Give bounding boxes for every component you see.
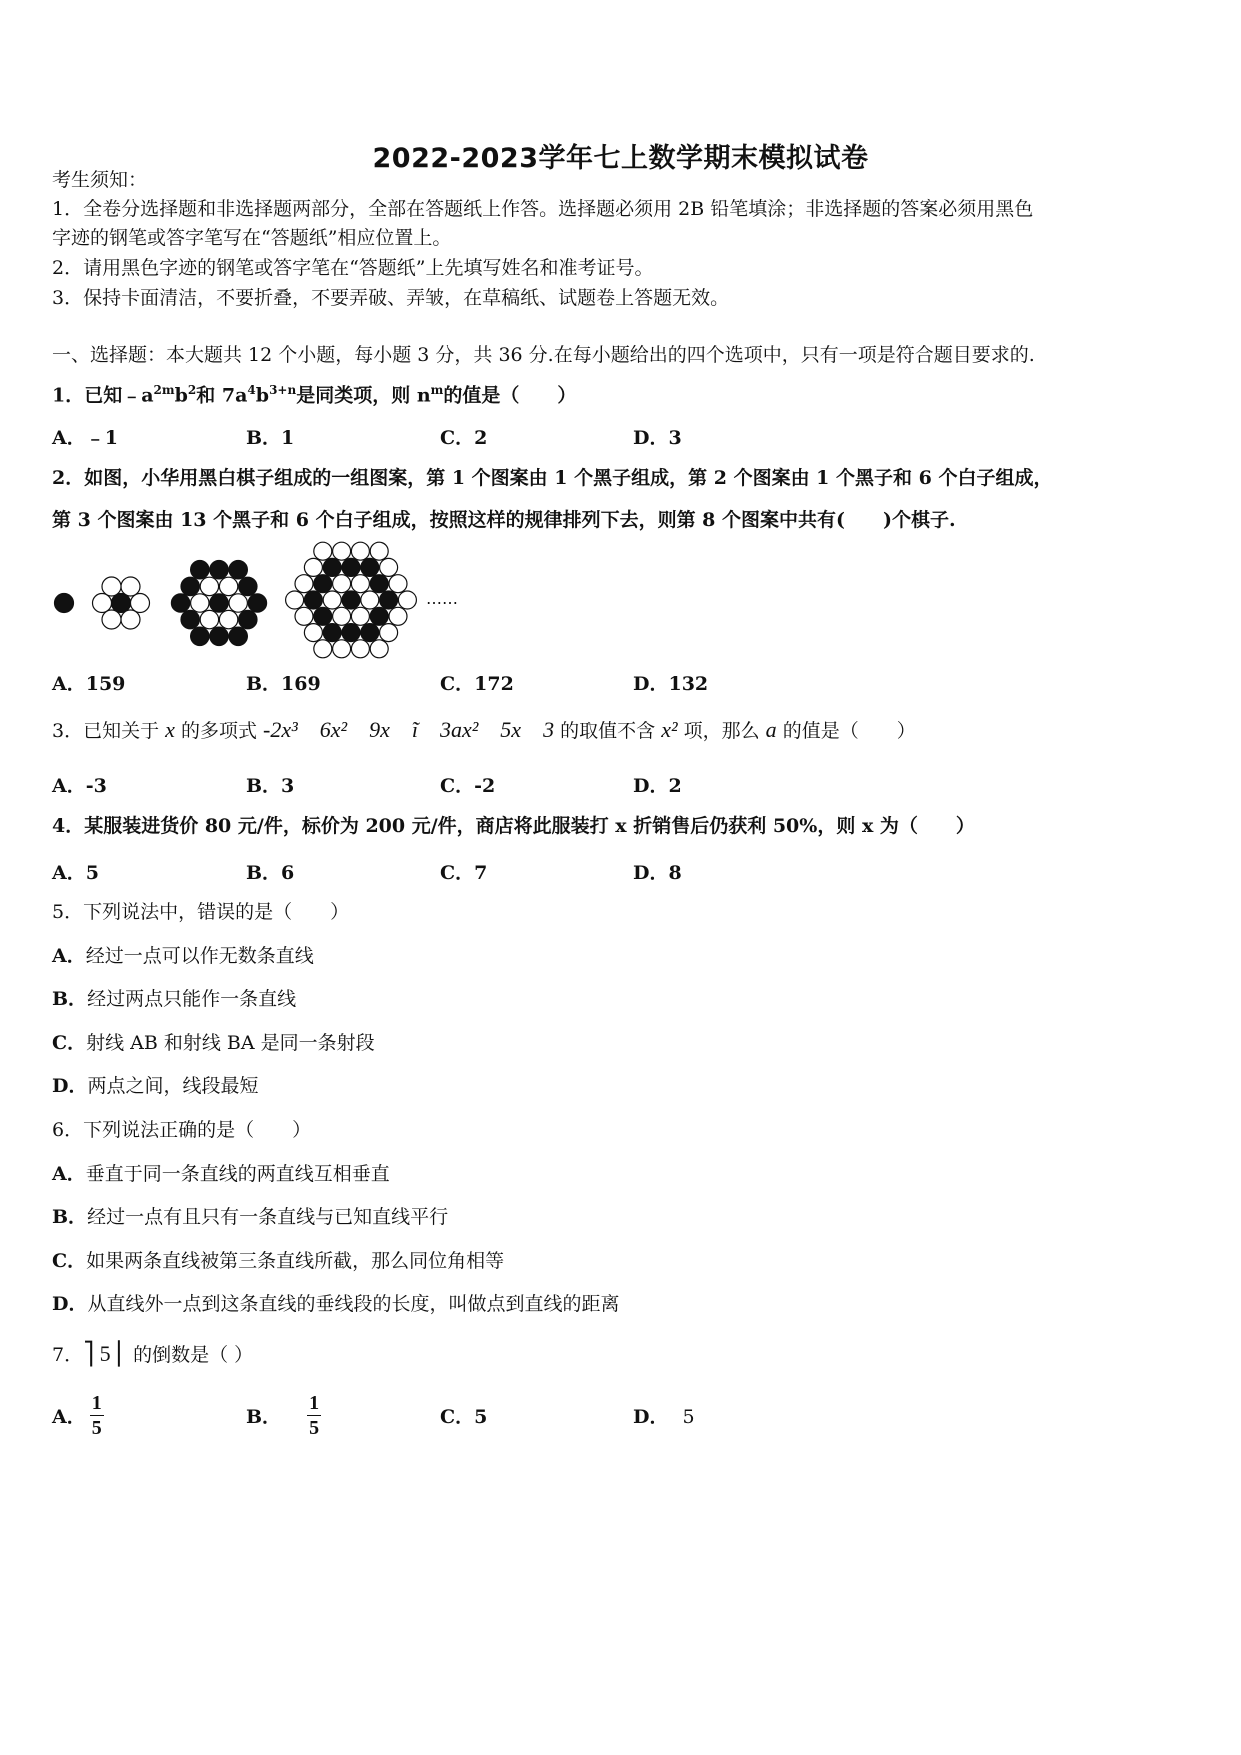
go-stone — [333, 575, 351, 593]
go-stone — [380, 558, 398, 576]
go-stone — [200, 610, 218, 628]
go-stone — [351, 640, 369, 658]
q2-option-a: A．159 — [52, 673, 126, 695]
pattern-3 — [171, 561, 266, 646]
q5-option-d: D．两点之间，线段最短 — [52, 1075, 259, 1097]
go-stone — [370, 575, 388, 593]
go-stone — [210, 594, 228, 612]
q4-option-b: B．6 — [246, 862, 295, 884]
q7-option-a: A． $\frac{1}{5}$ — [52, 1391, 102, 1439]
go-stone — [361, 558, 379, 576]
notice-line-4: 3．保持卡面清洁，不要折叠，不要弄破、弄皱，在草稿纸、试题卷上答题无效。 — [52, 287, 730, 309]
go-stone — [286, 591, 304, 609]
go-stone — [370, 640, 388, 658]
q1-option-d: D．3 — [633, 427, 682, 449]
go-stone — [361, 591, 379, 609]
notice-line-1: 1．全卷分选择题和非选择题两部分，全部在答题纸上作答。选择题必须用 2B 铅笔填涂；非选择题的答案必须用黑色 — [52, 198, 1034, 220]
pattern-1-black-stone — [55, 594, 74, 613]
q2-option-c: C．172 — [440, 673, 514, 695]
go-stone — [219, 577, 237, 595]
go-stone — [239, 610, 257, 628]
question-4: 4．某服装进货价 80 元/件，标价为 200 元/件，商店将此服装打 x 折销售后仍获利 50%，则 x 为（ ） — [52, 815, 975, 837]
question-6: 6．下列说法正确的是（ ） — [52, 1119, 312, 1141]
question-2-line-1: 2．如图，小华用黑白棋子组成的一组图案，第 1 个图案由 1 个黑子组成，第 2 个图案由 1 个黑子和 6 个白子组成， — [52, 467, 1053, 489]
go-stone — [191, 627, 209, 645]
q6-option-c: C．如果两条直线被第三条直线所截，那么同位角相等 — [52, 1250, 505, 1272]
q6-option-a: A．垂直于同一条直线的两直线互相垂直 — [52, 1163, 390, 1185]
q3-option-b: B．3 — [246, 775, 295, 797]
go-stone — [314, 542, 332, 560]
go-stone — [248, 594, 266, 612]
go-stone — [314, 607, 332, 625]
go-stone — [370, 607, 388, 625]
go-stone — [295, 607, 313, 625]
go-stone — [314, 640, 332, 658]
go-stone — [398, 591, 416, 609]
q3-option-a: A．-3 — [52, 775, 107, 797]
go-stone — [314, 575, 332, 593]
question-2-line-2: 第 3 个图案由 13 个黑子和 6 个白子组成，按照这样的规律排列下去，则第 8 个图案中共有( )个棋子. — [52, 509, 956, 531]
go-stone — [380, 624, 398, 642]
go-stone — [370, 542, 388, 560]
question-3: 3．已知关于 x 的多项式 -2x³ 6x² 9x ĩ 3ax² 5x 3 的取值不含 x² 项，那么 a 的值是（ ） — [52, 717, 916, 742]
go-stone — [181, 610, 199, 628]
go-stone — [380, 591, 398, 609]
q6-option-d: D．从直线外一点到这条直线的垂线段的长度，叫做点到直线的距离 — [52, 1293, 620, 1315]
go-stone — [304, 624, 322, 642]
q4-option-d: D．8 — [633, 862, 682, 884]
go-stone — [181, 577, 199, 595]
go-stone — [191, 561, 209, 579]
q3-option-d: D．2 — [633, 775, 682, 797]
q5-option-b: B．经过两点只能作一条直线 — [52, 988, 297, 1010]
q4-option-c: C．7 — [440, 862, 488, 884]
notice-heading: 考生须知： — [52, 169, 148, 191]
q7-option-c: C．5 — [440, 1406, 488, 1428]
go-stone — [333, 640, 351, 658]
go-stone — [239, 577, 257, 595]
q3-option-c: C．-2 — [440, 775, 496, 797]
go-stone — [351, 575, 369, 593]
go-stone — [323, 624, 341, 642]
go-stone — [323, 591, 341, 609]
go-stone — [342, 558, 360, 576]
q5-option-c: C．射线 AB 和射线 BA 是同一条射段 — [52, 1032, 375, 1054]
q5-option-a: A．经过一点可以作无数条直线 — [52, 945, 314, 967]
go-stone — [342, 591, 360, 609]
question-5: 5．下列说法中，错误的是（ ） — [52, 901, 350, 923]
go-stone — [389, 607, 407, 625]
q1-option-a: A．﹣1 — [52, 427, 118, 449]
q2-option-d: D．132 — [633, 673, 709, 695]
go-stone — [229, 561, 247, 579]
go-stone — [304, 558, 322, 576]
q4-option-a: A．5 — [52, 862, 99, 884]
go-stone — [389, 575, 407, 593]
go-stone — [351, 542, 369, 560]
q7-option-b: B． $\frac{1}{5}$ — [246, 1391, 320, 1439]
go-stone — [351, 607, 369, 625]
stone-pattern-figure — [50, 540, 470, 660]
go-stone — [210, 627, 228, 645]
q6-option-b: B．经过一点有且只有一条直线与已知直线平行 — [52, 1206, 449, 1228]
go-stone — [191, 594, 209, 612]
go-stone — [333, 607, 351, 625]
question-1: 1．已知$﹣a^{2m}b^2$和 $7a^4b^{3+n}$是同类项，则 $n^m$的值是（ ） — [52, 383, 577, 407]
ellipsis: …… — [426, 589, 458, 608]
go-stone — [229, 627, 247, 645]
go-stone — [200, 577, 218, 595]
section-heading: 一、选择题：本大题共 12 个小题，每小题 3 分，共 36 分.在每小题给出的四个选项中，只有一项是符合题目要求的. — [52, 344, 1035, 366]
q1-option-b: B．1 — [246, 427, 295, 449]
q2-option-b: B．169 — [246, 673, 321, 695]
go-stone — [171, 594, 189, 612]
pattern-4 — [286, 542, 417, 658]
go-stone — [229, 594, 247, 612]
notice-line-2: 字迹的钢笔或答字笔写在“答题纸”相应位置上。 — [52, 227, 452, 249]
go-stone — [333, 542, 351, 560]
pattern-2 — [93, 577, 150, 629]
go-stone — [342, 624, 360, 642]
page-title: 2022-2023学年七上数学期末模拟试卷 — [372, 143, 869, 174]
question-7: 7．⎤ 5⎪ 的倒数是（ ） — [52, 1341, 254, 1366]
go-stone — [210, 561, 228, 579]
go-stone — [304, 591, 322, 609]
q1-option-c: C．2 — [440, 427, 488, 449]
go-stone — [295, 575, 313, 593]
q7-option-d: D． 5 — [633, 1406, 695, 1428]
go-stone — [219, 610, 237, 628]
notice-line-3: 2．请用黑色字迹的钢笔或答字笔在“答题纸”上先填写姓名和准考证号。 — [52, 257, 654, 279]
go-stone — [323, 558, 341, 576]
go-stone — [361, 624, 379, 642]
